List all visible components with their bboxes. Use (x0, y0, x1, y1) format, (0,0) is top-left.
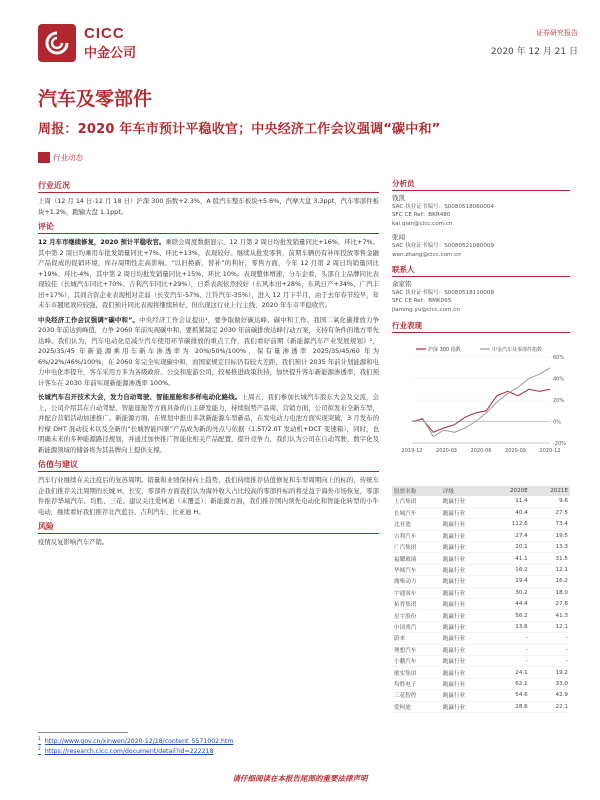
report-tag (38, 152, 83, 163)
main-column (38, 180, 379, 552)
table-header-cell: 股票名称 (392, 486, 441, 496)
y-tick-label: 0% (553, 419, 561, 426)
table-row (392, 564, 570, 575)
table-cell: 跑赢行业 (441, 690, 490, 701)
table-row (392, 610, 570, 621)
x-tick-label: 2020-12 (539, 448, 561, 454)
table-cell: 中国重汽 (392, 621, 441, 632)
table-row (392, 587, 570, 598)
logo-english: CICC (84, 25, 125, 42)
paragraph-lead: 长城汽车召开技术大会，发力自动驾驶、智能座舱和多样电动化路线。 (38, 393, 242, 401)
table-row (392, 542, 570, 553)
table-row (392, 678, 570, 689)
tag-label: 行业动态 (53, 153, 83, 162)
footnote-number: 2 (38, 747, 41, 752)
cicc-logo (38, 24, 76, 62)
analyst-line: SFC CE Ref：BKR480 (392, 212, 451, 219)
table-row (392, 530, 570, 541)
y-tick-label: -20% (553, 441, 566, 447)
contact-email[interactable]: Jiaming.yu@cicc.com.cn (392, 306, 460, 313)
industry-performance-chart (392, 343, 570, 461)
y-tick-label: 20% (553, 398, 565, 404)
table-cell: 16.2 (490, 564, 530, 575)
footnote-link[interactable]: http://www.gov.cn/xinwen/2020-12/18/content_5571002.htm (44, 738, 234, 746)
table-row (392, 655, 570, 666)
table-cell: - (490, 644, 530, 655)
comment-paragraph-3 (38, 392, 379, 455)
series-line-2 (412, 368, 550, 437)
table-cell: 跑赢行业 (441, 542, 490, 553)
table-row (392, 519, 570, 530)
footnote-1[interactable] (38, 737, 233, 745)
section-heading-review: 行业近况 (38, 180, 379, 193)
table-cell: 三花智控 (392, 690, 441, 701)
table-cell: 73.4 (530, 519, 570, 530)
table-cell: 均胜电子 (392, 678, 441, 689)
table-cell: 比亚迪 (392, 519, 441, 530)
table-row (392, 496, 570, 507)
report-date: 2020 年 12 月 21 日 (490, 47, 578, 57)
table-cell: 41.3 (530, 610, 570, 621)
table-cell: 54.6 (490, 690, 530, 701)
paragraph-body: 上周五，我们参加长城汽车股东大会及交流，会上，公司介绍其在自动驾驶、智能座舱等方面具备的自主研发能力，持续强势产品周，营销方面，公司拟发布全新车型，并配合营销活动加速推广。新能源方面，在规划中推出多款新能源车型新品，在发电动力电池方面实现突破，3 月发布的柠檬 DHT 混动技术以及全新的“长城智能四驱”产品成为新的亮点与依据（1.5T/2.0T 发动机+DCT 变速箱），同时，也明确未来的多种能源路径规划，并通过加快推广智能化相关产品配置，提升竞争力，我们认为公司在自动驾驶、数字化及新能源领域的储备将为其品牌向上提供支撑。 (38, 393, 379, 454)
table-cell: 蔚来 (392, 633, 441, 644)
recommendation-paragraph: 汽车行业继续在关注疫后的复苏周期。销量和业绩保持向上趋势，我们持续推荐估值修复和车型周期向上的标的，传统车企我们推荐关注周期的长城 H、长安、零部件方面我们认为海外收入占比较高的零部件标的将受益于海外市场恢复，零部件推荐华域汽车、均胜、三花、建议关注爱柯迪（未覆盖）；新能源方面，我们推荐国内领先电动化和智能化转型的小牛电动，继续看好我们推荐北汽蓝谷、吉利汽车、比亚迪 H。 (38, 476, 379, 516)
table-cell: 19.4 (490, 576, 530, 587)
series-line-1 (412, 389, 550, 432)
footnote-2[interactable] (38, 747, 213, 755)
table-cell: 跑赢行业 (441, 587, 490, 598)
y-tick-label: 60% (553, 355, 565, 361)
table-cell: 跑赢行业 (441, 678, 490, 689)
table-cell: 44.4 (490, 599, 530, 610)
table-cell: 18.0 (530, 587, 570, 598)
comment-paragraph-2 (38, 315, 379, 389)
table-cell: 跑赢行业 (441, 633, 490, 644)
table-cell: 42.9 (530, 690, 570, 701)
table-cell: 19.5 (530, 530, 570, 541)
comment-paragraph-1 (38, 237, 379, 311)
table-cell: - (530, 655, 570, 666)
paragraph-body: 乘联会周度数据显示，12 月第 2 周日均批发销量同比+16%，环比+7%。其中第 2 周日均乘用车批发销量同比+7%、环比+13%，表现较好。继续从批发零售，前期车辆仍有补库投放零售金融产品促成的促销环境，库存周期性走高影响。“以旧换新，替补”的利好，零售方面，今年 12 月第 2 周日均销量同比+19%、环比-4%，其中第 2 周日均批发销量同比+15%、环比 10%。表现整体增速，分车企看，头部自主品牌同比表现较佳（长城汽车同比+70%、吉利汽车同比+29%），日系表现依然较好（东风本田+28%、东风日产+34%、广汽丰田+17%），其间合资企业表现相对走弱（长安汽车-57%、江铃汽车-35%），进入 12 月下半月，由于去年春节较早，年末车市翘尾效应较强，我们预计同比表现将继续转好，但出现这行业上行主线，2020 年车市平稳收官。 (38, 238, 379, 309)
sector-heading: 汽车及零部件 (38, 88, 153, 110)
table-cell: 潍柴动力 (392, 576, 441, 587)
table-cell: 27.4 (490, 530, 530, 541)
table-cell: 16.2 (530, 576, 570, 587)
analyst-line: SAC 执业证书编号：S0080521080009 (392, 242, 495, 249)
paragraph-body: 中央经济工作会议提出¹，要争取做好碳达峰、碳中和工作。我国二氧化碳排放力争 2030 年前达到峰值，力争 2060 年前实现碳中和，要抓紧制定 2030 年前碳排放达峰行动方案，支持有条件的地方率先达峰。我们认为，汽车电动化是减少汽车使用环节碳排放的重点工作，我们看好前期《新能源汽车产业发展规划》²，2025/35/45 年新能源乘用车新车渗透率为 20%/50%/100%，保有量渗透率 2025/35/45/60 年为 6%/22%/46%/100%，在 2060 年完全实现碳中和，而国家规定目标仍有较大差距，我们预计 2035 年前计划能源和电力中电化率提升，客车采用方多为各级政府、公交和旅游公司，较易推进政策扶持，加快提升客车新能源渗透率，我们预计客车在 2030 年前实现新能源渗透率 100%。 (38, 315, 380, 387)
footnote-link[interactable]: https://research.cicc.com/document/detail?id=222218 (44, 748, 214, 756)
table-cell: - (530, 644, 570, 655)
review-paragraph: 上周（12 月 14 日-12 月 18 日）沪深 300 指数+2.3%，A 股汽车整车板块+5.6%，汽摩大盘 3.3ppt，汽车零部件板块+1.2%，跑输大盘 1.1ppt。 (38, 197, 379, 216)
coverage-table (392, 486, 570, 713)
x-tick-label: 2020-09 (505, 448, 526, 454)
table-row (392, 667, 570, 678)
table-cell: 拓普集团 (392, 599, 441, 610)
table-row (392, 576, 570, 587)
table-cell: 理想汽车 (392, 644, 441, 655)
table-row (392, 633, 570, 644)
legend-label: 中金汽车及零部件指数 (492, 347, 543, 353)
table-cell: 27.5 (530, 507, 570, 518)
table-cell: - (490, 633, 530, 644)
table-cell: 20.1 (490, 542, 530, 553)
table-cell: 小鹏汽车 (392, 655, 441, 666)
analyst-line: SAC 执业证书编号：S0080518060004 (392, 203, 495, 210)
table-cell: 19.2 (530, 667, 570, 678)
section-heading-risk: 风险 (38, 521, 379, 534)
y-tick-label: 40% (553, 376, 565, 383)
table-cell: 跑赢行业 (441, 496, 490, 507)
table-cell: 28.6 (490, 701, 530, 712)
table-cell: 33.0 (530, 678, 570, 689)
table-cell: 上汽集团 (392, 496, 441, 507)
table-cell: - (530, 633, 570, 644)
table-cell: 跑赢行业 (441, 610, 490, 621)
table-row (392, 553, 570, 564)
table-cell: 56.2 (490, 610, 530, 621)
table-cell: 爱柯迪 (392, 701, 441, 712)
analyst-email[interactable]: kai.qian@cicc.com.cn (392, 220, 453, 227)
analyst-entry (392, 194, 570, 228)
footnote-divider (38, 732, 128, 733)
contact-entry (392, 280, 570, 314)
table-row (392, 599, 570, 610)
table-cell: 31.5 (530, 553, 570, 564)
paragraph-lead: 中央经济工作会议强调“碳中和”。 (38, 315, 140, 324)
contact-name: 余家铭 (392, 280, 412, 289)
sidebar (392, 178, 570, 336)
analyst-heading: 分析员 (392, 178, 570, 191)
analyst-name: 张闻 (392, 233, 405, 242)
table-row (392, 701, 570, 712)
table-cell: 跑赢行业 (441, 576, 490, 587)
table-cell: 40.4 (490, 507, 530, 518)
table-cell: 112.6 (490, 519, 530, 530)
table-row (392, 507, 570, 518)
table-cell: 跑赢行业 (441, 599, 490, 610)
table-cell: 12.1 (530, 621, 570, 632)
table-cell: 吉利汽车 (392, 530, 441, 541)
table-cell: 12.1 (530, 564, 570, 575)
table-header-cell: 2021E (530, 486, 570, 496)
table-cell: 跑赢行业 (441, 655, 490, 666)
footnote-number: 1 (38, 737, 41, 742)
table-cell: 9.6 (530, 496, 570, 507)
report-type: 证券研究报告 (536, 29, 578, 37)
legal-disclaimer: 请仔细阅读在本报告尾部的重要法律声明 (232, 774, 368, 783)
table-header-cell: 2020E (490, 486, 530, 496)
tag-marker-icon (38, 152, 50, 163)
analyst-email[interactable]: wen.zhang@cicc.com.cn (392, 251, 461, 258)
table-header-cell: 评级 (441, 486, 490, 496)
contact-heading: 联系人 (392, 264, 570, 277)
table-cell: 跑赢行业 (441, 519, 490, 530)
x-tick-label: 2020-03 (436, 448, 457, 454)
table-cell: 星宇股份 (392, 610, 441, 621)
analyst-name: 钱凯 (392, 194, 405, 202)
table-cell: 长城汽车 (392, 507, 441, 518)
table-row (392, 690, 570, 701)
table-body (392, 496, 570, 712)
logo-mark-icon (44, 30, 70, 56)
table-cell: 福耀玻璃 (392, 553, 441, 564)
legend-label: 沪深 300 指数 (428, 347, 461, 353)
table-cell: 广汽集团 (392, 542, 441, 553)
table-cell: 24.1 (490, 667, 530, 678)
x-tick-label: 2020-06 (470, 448, 492, 454)
report-title: 周报：2020 年车市预计平稳收官；中央经济工作会议强调“碳中和” (38, 122, 441, 137)
logo-chinese: 中金公司 (84, 46, 137, 61)
table-cell: 跑赢行业 (441, 553, 490, 564)
table-cell: 跑赢行业 (441, 667, 490, 678)
table-cell: 27.8 (530, 599, 570, 610)
table-cell: 22.1 (530, 701, 570, 712)
table-row (392, 621, 570, 632)
table-cell: 30.2 (490, 587, 530, 598)
table-cell: 华域汽车 (392, 564, 441, 575)
table-cell: 跑赢行业 (441, 701, 490, 712)
table-cell: 11.4 (490, 496, 530, 507)
table-cell: 宇通客车 (392, 587, 441, 598)
table-cell: 跑赢行业 (441, 644, 490, 655)
table-cell: - (490, 655, 530, 666)
risk-paragraph: 疫情反复影响汽车产销。 (38, 538, 109, 546)
analyst-entry (392, 233, 570, 259)
table-cell: 41.1 (490, 553, 530, 564)
paragraph-lead: 12 月车市继续修复，2020 预计平稳收官。 (38, 238, 166, 246)
table-cell: 跑赢行业 (441, 507, 490, 518)
table-cell: 62.1 (490, 678, 530, 689)
table-cell: 跑赢行业 (441, 530, 490, 541)
table-cell: 13.6 (490, 621, 530, 632)
table-header-row (392, 486, 570, 496)
section-heading-recommendation: 估值与建议 (38, 459, 379, 472)
table-cell: 敏实集团 (392, 667, 441, 678)
performance-heading: 行业表现 (392, 320, 570, 333)
table-cell: 13.3 (530, 542, 570, 553)
table-cell: 跑赢行业 (441, 564, 490, 575)
contact-line: SFC CE Ref：BMK065 (392, 298, 452, 305)
section-heading-comment: 评论 (38, 221, 379, 234)
contact-line: SAC 执业证书编号：S0080518110008 (392, 289, 495, 296)
x-tick-label: 2019-12 (401, 448, 423, 454)
table-cell: 跑赢行业 (441, 621, 490, 632)
table-row (392, 644, 570, 655)
